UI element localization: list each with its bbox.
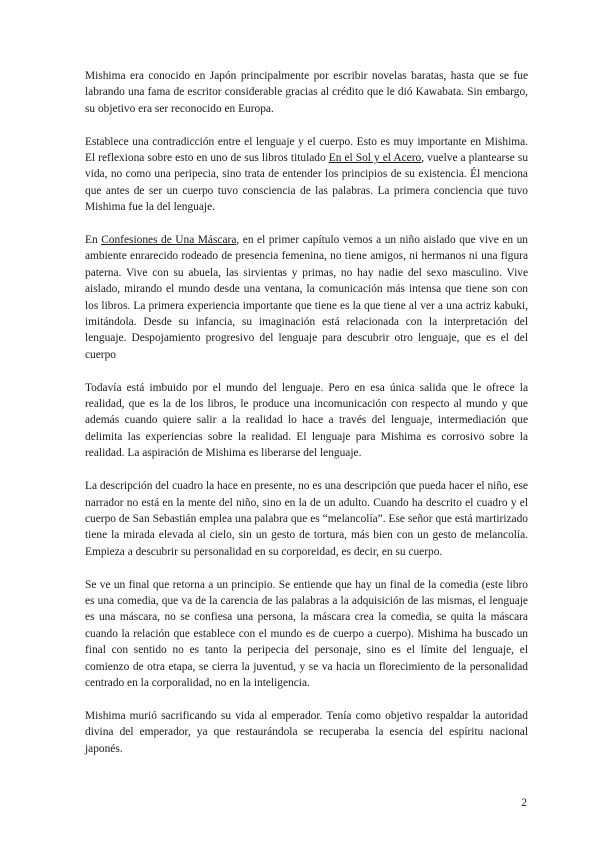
book-title-confesiones: Confesiones de Una Máscara (101, 234, 237, 247)
paragraph-1: Mishima era conocido en Japón principalmente por escribir novelas baratas, hasta que se fue labrando una fama de escritor considerable gracias al crédito que le dió Kawabata. Sin embargo, su objetivo era ser reconocido en Europa. (85, 70, 528, 115)
paragraph-2 (85, 134, 528, 216)
page-number: 2 (521, 797, 527, 809)
paragraph-6: Se ve un final que retorna a un principio. Se entiende que hay un final de la comedia (este libro es una comedia, que va de la carencia de las palabras a la adquisición de las mismas, el lenguaje es una máscara, no se confiesa una persona, la máscara crea la comedia, se quita la máscara cuando la relación que establece con el mundo es de cuerpo a cuerpo). Mishima ha buscado un final con sentido no es tanto la peripecia del personaje, sino es el límite del lenguaje, el comienzo de otra etapa, se cierra la juventud, y se va hacia un florecimiento de la personalidad centrado en la corporalidad, no en la inteligencia. (85, 578, 528, 689)
paragraph-3-text-b: , en el primer capítulo vemos a un niño aislado que vive en un ambiente enrarecido rodeado de presencia femenina, no tiene amigos, ni hermanos ni una figura paterna. Vive con su abuela, las sirvientas y primas, no hay nadie del sexo masculino. Vive aislado, mirando el mundo desde una ventana, la comunicación más intensa que tiene son con los libros. La primera experiencia importante que tiene es la que tiene al ver a una actriz kabuki, imitándola. Desde su infancia, su imaginación está relacionada con la interpretación del lenguaje. Despojamiento progresivo del lenguaje para descubrir otro lenguaje, que es el del cuerpo (85, 234, 528, 361)
paragraph-3-text-a: En (85, 234, 102, 247)
paragraph-3 (85, 232, 528, 363)
paragraph-2-text-a: Establece una contradicción entre el lenguaje y el cuerpo. Esto es muy importante en Mishima. El reflexiona sobre esto en uno de sus libros titulado (85, 135, 528, 165)
paragraph-7: Mishima murió sacrificando su vida al emperador. Tenía como objetivo respaldar la autoridad divina del emperador, ya que restaurándola se recuperaba la esencia del espíritu nacional japonés. (85, 709, 528, 755)
paragraph-2-text-b: , vuelve a plantearse su vida, no como una peripecia, sino trata de entender los principios de su existencia. Él menciona que antes de ser un cuerpo tuvo consciencia de las palabras. La primera conciencia que tuvo Mishima fue la del lenguaje. (85, 152, 529, 214)
paragraph-5: La descripción del cuadro la hace en presente, no es una descripción que pueda hacer el niño, ese narrador no está en la mente del niño, sino en la de un adulto. Cuando ha descrito el cuadro y el cuerpo de San Sebastián emplea una palabra que es “melancolía”. Ese señor que está martirizado tiene la mirada elevada al cielo, sin un gesto de tortura, más bien con un gesto de melancolía. Empieza a descubrir su personalidad en su corporeidad, es decir, en su cuerpo. (85, 480, 528, 558)
document-body (85, 68, 528, 773)
paragraph-4: Todavía está imbuido por el mundo del lenguaje. Pero en esa única salida que le ofrece la realidad, que es la de los libros, le produce una incomunicación con respecto al mundo y que además cuando quiere salir a la realidad lo hace a través del lenguaje, intermediación que delimita las experiencias sobre la realidad. El lenguaje para Mishima es corrosivo sobre la realidad. La aspiración de Mishima es liberarse del lenguaje. (85, 381, 528, 460)
book-title-sol-acero: En el Sol y el Acero (328, 152, 422, 165)
